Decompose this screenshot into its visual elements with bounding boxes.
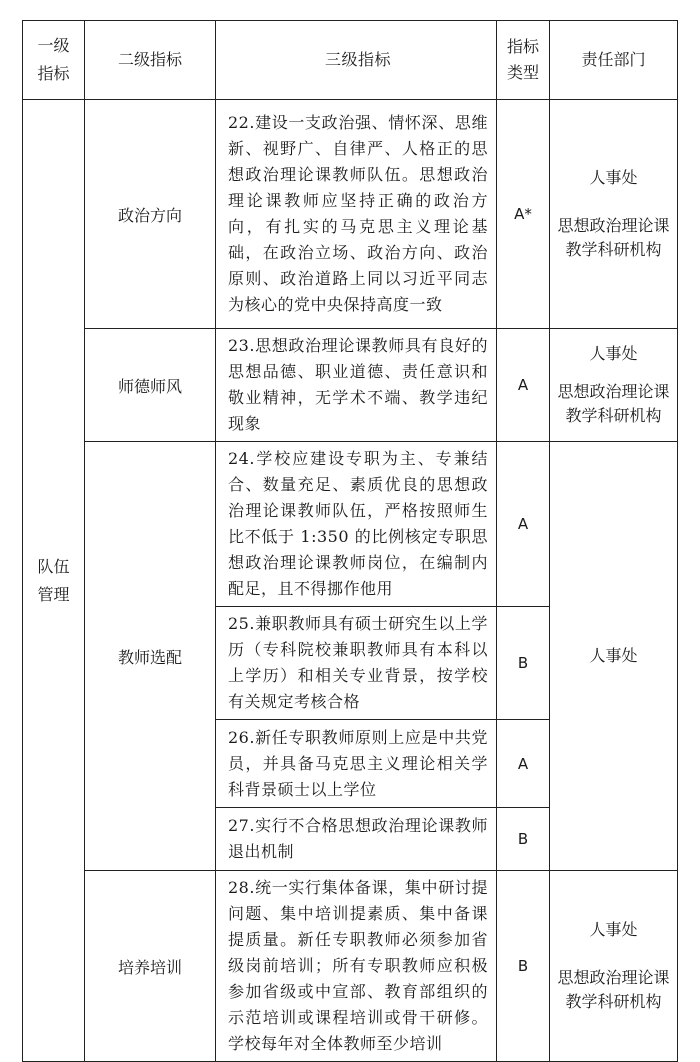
header-type bbox=[497, 21, 550, 100]
header-dept: 责任部门 bbox=[550, 21, 678, 100]
header-level1 bbox=[23, 21, 85, 100]
level3-cell: 22.建设一支政治强、情怀深、思维新、视野广、自律严、人格正的思想政治理论课教师队伍。思想政治理论课教师应坚持正确的政治方向，有扎实的马克思主义理论基础，在政治立场、政治方向、政治原则、政治道路上同以习近平同志为核心的党中央保持高度一致 bbox=[216, 100, 497, 329]
type-cell: B bbox=[497, 808, 550, 871]
level2-cell: 政治方向 bbox=[85, 100, 216, 329]
dept-cell bbox=[550, 329, 678, 442]
type-cell: B bbox=[497, 871, 550, 1062]
type-cell: B bbox=[497, 607, 550, 720]
dept-secondary: 思想政治理论课教学科研机构 bbox=[557, 216, 670, 259]
dept-primary: 人事处 bbox=[589, 344, 638, 363]
header-type-line1: 指标 bbox=[506, 37, 539, 56]
table-row bbox=[23, 442, 678, 607]
dept-primary: 人事处 bbox=[589, 168, 638, 187]
header-row bbox=[23, 21, 678, 100]
header-level1-line2: 指标 bbox=[37, 64, 70, 83]
level3-cell: 26.新任专职教师原则上应是中共党员，并具备马克思主义理论相关学科背景硕士以上学位 bbox=[216, 720, 497, 808]
level3-cell: 27.实行不合格思想政治理论课教师退出机制 bbox=[216, 808, 497, 871]
level3-cell: 24.学校应建设专职为主、专兼结合、数量充足、素质优良的思想政治理论课教师队伍，严格按照师生比不低于 1:350 的比例核定专职思想政治理论课教师岗位，在编制内配足，且不得挪作他用 bbox=[216, 442, 497, 607]
table-row bbox=[23, 100, 678, 329]
dept-primary: 人事处 bbox=[589, 920, 638, 939]
level1-line1: 队伍 bbox=[37, 556, 70, 576]
dept-secondary: 思想政治理论课教学科研机构 bbox=[557, 382, 670, 425]
dept-primary: 人事处 bbox=[589, 646, 638, 665]
table-row bbox=[23, 329, 678, 442]
type-cell: A bbox=[497, 720, 550, 808]
level3-cell: 25.兼职教师具有硕士研究生以上学历（专科院校兼职教师具有本科以上学历）和相关专业背景，按学校有关规定考核合格 bbox=[216, 607, 497, 720]
type-cell: A bbox=[497, 442, 550, 607]
dept-cell bbox=[550, 871, 678, 1062]
header-type-line2: 类型 bbox=[506, 63, 539, 82]
level1-line2: 管理 bbox=[37, 584, 70, 604]
level1-cell bbox=[23, 100, 85, 1062]
level2-cell: 培养培训 bbox=[85, 871, 216, 1062]
dept-cell bbox=[550, 442, 678, 871]
type-cell: A bbox=[497, 329, 550, 442]
level3-cell: 28.统一实行集体备课，集中研讨提问题、集中培训提素质、集中备课提质量。新任专职教师必须参加省级岗前培训；所有专职教师应积极参加省级或中宣部、教育部组织的示范培训或课程培训或骨干研修。学校每年对全体教师至少培训 bbox=[216, 871, 497, 1062]
level2-cell: 教师选配 bbox=[85, 442, 216, 871]
indicator-table bbox=[22, 20, 678, 1062]
level3-cell: 23.思想政治理论课教师具有良好的思想品德、职业道德、责任意识和敬业精神，无学术不端、教学违纪现象 bbox=[216, 329, 497, 442]
dept-secondary: 思想政治理论课教学科研机构 bbox=[557, 968, 670, 1011]
table-row bbox=[23, 871, 678, 1062]
type-cell: A* bbox=[497, 100, 550, 329]
dept-cell bbox=[550, 100, 678, 329]
header-level1-line1: 一级 bbox=[37, 36, 70, 55]
level2-cell: 师德师风 bbox=[85, 329, 216, 442]
header-level3: 三级指标 bbox=[216, 21, 497, 100]
header-level2: 二级指标 bbox=[85, 21, 216, 100]
